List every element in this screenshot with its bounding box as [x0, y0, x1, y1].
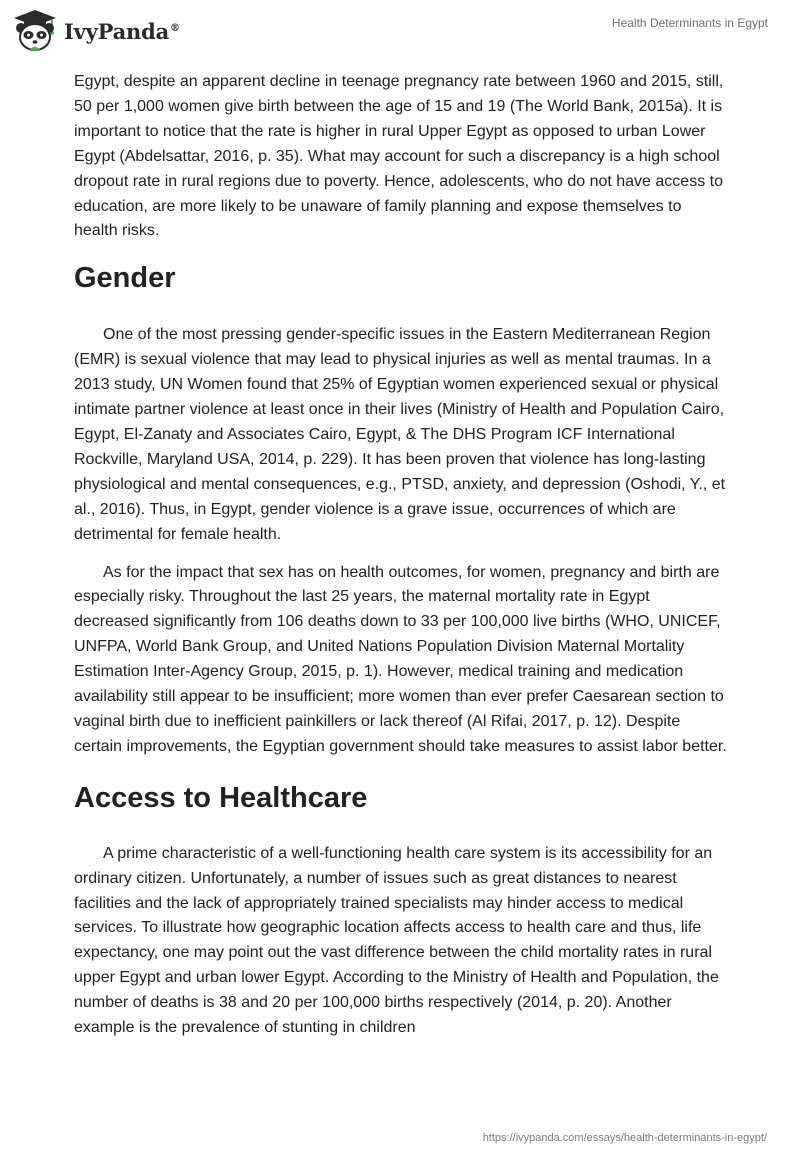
ivypanda-logo[interactable]: [12, 8, 180, 52]
section-heading-gender: Gender: [74, 262, 176, 295]
paragraph-intro: Egypt, despite an apparent decline in teenage pregnancy rate between 1960 and 2015, still, 50 per 1,000 women give birth between the age of 15 and 19 (The World Bank, 2015a). It is important to notice that the rate is higher in rural Upper Egypt as opposed to urban Lower Egypt (Abdelsattar, 2016, p. 35). What may account for such a discrepancy is a high school dropout rate in rural regions due to poverty. Hence, adolescents, who do not have access to education, are more likely to be unaware of family planning and expose themselves to health risks.: [74, 73, 724, 240]
document-title: Health Determinants in Egypt: [611, 16, 768, 30]
brand-name: IvyPanda®: [64, 18, 180, 44]
section-heading-access: Access to Healthcare: [74, 781, 368, 814]
panda-graduate-logo-icon: [12, 8, 58, 52]
registered-mark: ®: [170, 22, 180, 34]
paragraph-gender-2: As for the impact that sex has on health outcomes, for women, pregnancy and birth are especially risky. Throughout the last 25 years, the maternal mortality rate in Egypt decreased significantly from 106 deaths down to 33 per 100,000 live births (WHO, UNICEF, UNFPA, World Bank Group, and United Nations Population Division Maternal Mortality Estimation Inter-Agency Group, 2015, p. 1). However, medical training and medication availability still appear to be insufficient; more women than ever prefer Caesarean section to vaginal birth due to inefficient painkillers or lack thereof (Al Rifai, 2017, p. 12). Despite certain improvements, the Egyptian government should take measures to assist labor better.: [74, 563, 727, 755]
essay-content: [74, 70, 728, 1054]
paragraph-access-1: A prime characteristic of a well-functioning health care system is its accessibility for an ordinary citizen. Unfortunately, a number of issues such as great distances to nearest facilities and the lack of appropriately trained specialists may hinder access to medical services. To illustrate how geographic location affects access to health care and thus, life expectancy, one may point out the vast difference between the child mortality rates in rural upper Egypt and urban lower Egypt. According to the Ministry of Health and Population, the number of deaths is 38 and 20 per 100,000 births respectively (2014, p. 20). Another example is the prevalence of stunting in children: [74, 844, 719, 1037]
page-header: [0, 0, 800, 58]
paragraph-gender-1: One of the most pressing gender-specific issues in the Eastern Mediterranean Region (EMR) is sexual violence that may lead to physical injuries as well as mental traumas. In a 2013 study, UN Women found that 25% of Egyptian women experienced sexual or physical intimate partner violence at least once in their lives (Ministry of Health and Population Cairo, Egypt, El-Zanaty and Associates Cairo, Egypt, & The DHS Program ICF International Rockville, Maryland USA, 2014, p. 229). It has been proven that violence has long-lasting physiological and mental consequences, e.g., PTSD, anxiety, and depression (Oshodi, Y., et al., 2016). Thus, in Egypt, gender violence is a grave issue, occurrences of which are detrimental for female health.: [74, 326, 726, 543]
source-url-link[interactable]: https://ivypanda.com/essays/health-determinants-in-egypt/: [482, 1132, 767, 1144]
